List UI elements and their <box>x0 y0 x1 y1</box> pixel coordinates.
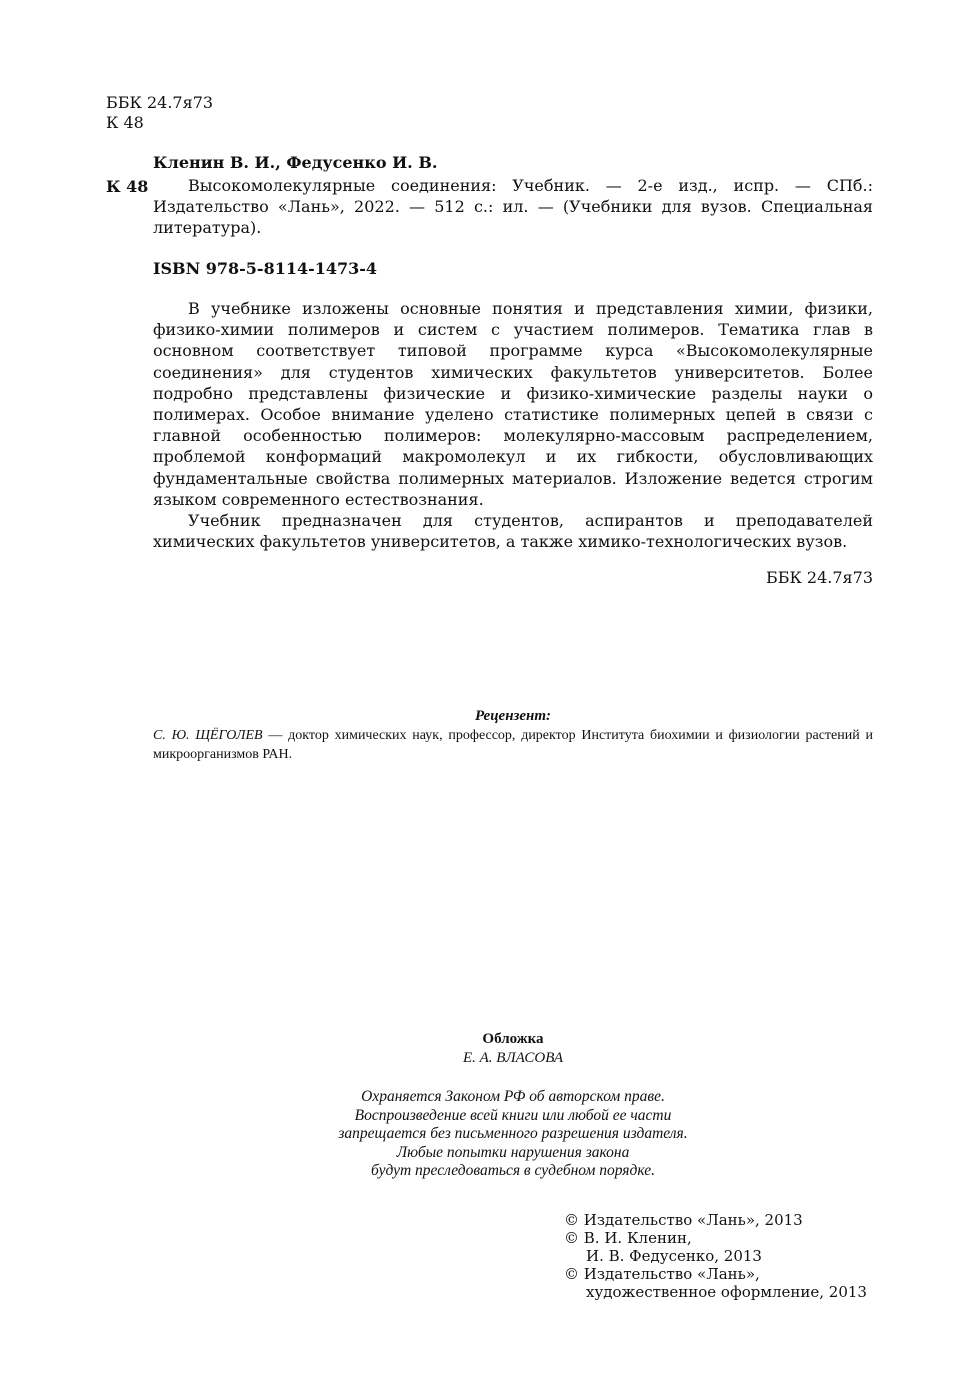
copyright-notice <box>153 1088 873 1181</box>
reviewer-details: — доктор химических наук, профессор, директор Института биохимии и физиологии растений и микроорганизмов РАН. <box>153 728 873 762</box>
copyright-line: И. В. Федусенко, 2013 <box>586 1247 762 1265</box>
copyright-line: © Издательство «Лань», 2013 <box>564 1211 803 1229</box>
reviewer-text <box>153 726 873 764</box>
bbk-code: ББК 24.7я73 <box>106 93 214 112</box>
legal-line: будут преследоваться в судебном порядке. <box>371 1162 655 1179</box>
copyright-line: © В. И. Кленин, <box>564 1229 692 1247</box>
cover-designer: Е. А. ВЛАСОВА <box>462 1050 564 1066</box>
bbk-footer: ББК 24.7я73 <box>765 568 873 587</box>
copyright-line: художественное оформление, 2013 <box>586 1283 867 1301</box>
author-mark: К 48 <box>106 113 144 132</box>
bibliographic-description <box>153 175 873 238</box>
legal-line: Охраняется Законом РФ об авторском праве. <box>361 1088 665 1105</box>
authors: Кленин В. И., Федусенко И. В. <box>153 153 438 172</box>
cover-label: Обложка <box>482 1031 544 1047</box>
copyright-holders <box>564 1211 867 1301</box>
abstract-paragraph-1: В учебнике изложены основные понятия и представления химии, физики, физико-химии полимеров и систем с участием полимеров. Тематика глав в основном соответствует типовой программе курса «Высокомолекулярные соединения» для студентов химических факультетов университетов. Более подробно представлены физические и физико-химические разделы науки о полимерах. Особое внимание уделено статистике полимерных цепей в связи с главной особенностью полимеров: молекулярно-массовым распределением, проблемой конформаций макромолекул и их гибкости, обусловливающих фундаментальные свойства полимерных материалов. Изложение ведется строгим языком современного естествознания. <box>153 299 873 509</box>
legal-line: запрещается без письменного разрешения издателя. <box>338 1125 688 1142</box>
cover-credit <box>153 1030 873 1068</box>
reviewer-title: Рецензент: <box>474 708 552 724</box>
isbn: ISBN 978-5-8114-1473-4 <box>153 259 378 278</box>
reviewer-block <box>153 707 873 764</box>
legal-line: Любые попытки нарушения закона <box>396 1143 630 1161</box>
author-code: К 48 <box>106 177 149 196</box>
bbk-header <box>106 93 213 133</box>
abstract <box>153 298 873 552</box>
abstract-paragraph-2: Учебник предназначен для студентов, аспирантов и преподавателей химических факультетов университетов, а также химико-технологических вузов. <box>153 511 873 552</box>
legal-line: Воспроизведение всей книги или любой ее части <box>354 1106 672 1124</box>
description-text: Высокомолекулярные соединения: Учебник. — 2-е изд., испр. — СПб.: Издательство «Лань», 2022. — 512 с.: ил. — (Учебники для вузов. Специальная литература). <box>153 176 873 237</box>
copyright-line: © Издательство «Лань», <box>564 1265 760 1283</box>
reviewer-name: С. Ю. ЩЁГОЛЕВ <box>153 728 263 743</box>
